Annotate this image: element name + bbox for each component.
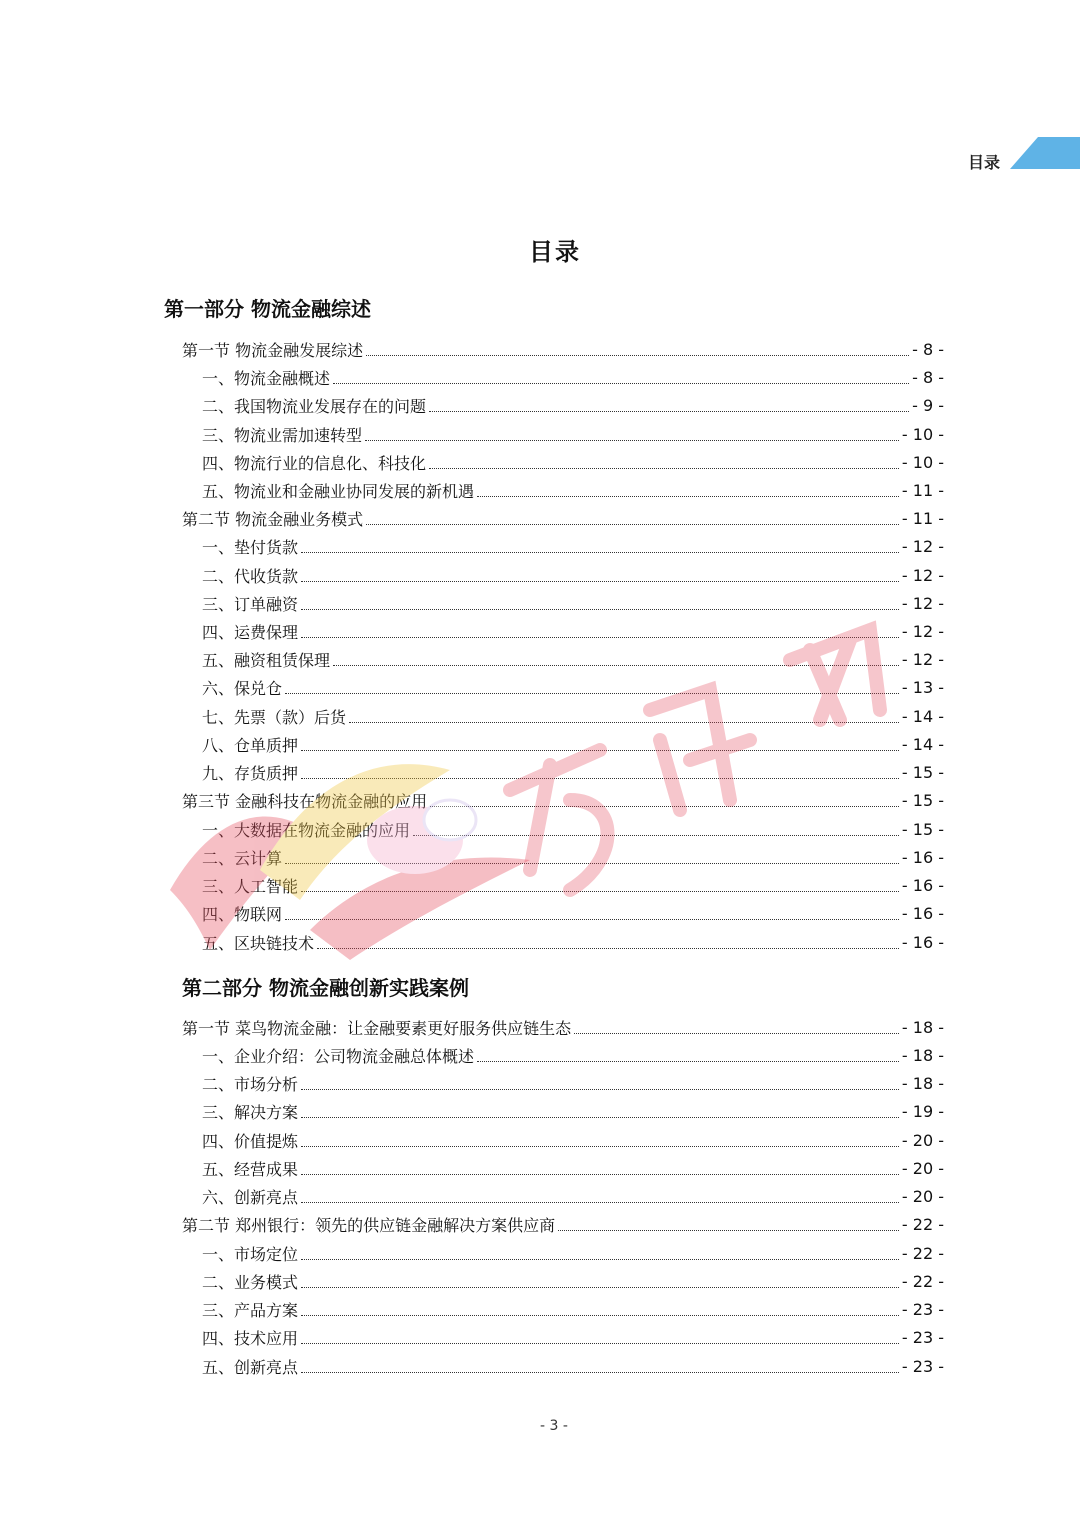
toc-entry-label: 二、业务模式 bbox=[202, 1272, 299, 1292]
toc-entry[interactable] bbox=[202, 899, 944, 927]
toc-entry-label: 四、物联网 bbox=[202, 904, 283, 924]
toc-entry-page: - 15 - bbox=[901, 790, 944, 810]
toc-entry-page: - 22 - bbox=[901, 1243, 944, 1263]
toc-entry-label: 三、产品方案 bbox=[202, 1300, 299, 1320]
toc-entry-page: - 14 - bbox=[901, 706, 944, 726]
toc-entry[interactable] bbox=[182, 504, 944, 532]
toc-entry-page: - 9 - bbox=[912, 395, 944, 415]
part-title: 第二部分 物流金融创新实践案例 bbox=[182, 976, 469, 1000]
dot-leader bbox=[333, 665, 899, 666]
toc-entry[interactable] bbox=[202, 448, 944, 476]
dot-leader bbox=[366, 524, 899, 525]
toc-entry-label: 五、物流业和金融业协同发展的新机遇 bbox=[202, 481, 475, 501]
page-number: - 3 - bbox=[540, 1418, 568, 1434]
toc-entry-label: 六、保兑仓 bbox=[202, 678, 283, 698]
toc-entry[interactable] bbox=[202, 1323, 944, 1351]
toc-entry[interactable] bbox=[182, 1210, 944, 1238]
toc-entry-label: 五、经营成果 bbox=[202, 1159, 299, 1179]
toc-entry-label: 四、价值提炼 bbox=[202, 1131, 299, 1151]
dot-leader bbox=[413, 835, 899, 836]
toc-entry-label: 九、存货质押 bbox=[202, 763, 299, 783]
dot-leader bbox=[301, 891, 899, 892]
dot-leader bbox=[285, 693, 899, 694]
toc-entry-page: - 16 - bbox=[901, 903, 944, 923]
document-title: 目录 bbox=[529, 238, 581, 266]
toc-entry-label: 三、解决方案 bbox=[202, 1102, 299, 1122]
toc-entry-label: 第二节 物流金融业务模式 bbox=[182, 509, 364, 529]
toc-entry-page: - 11 - bbox=[901, 480, 944, 500]
toc-entry[interactable] bbox=[202, 673, 944, 701]
dot-leader bbox=[301, 1372, 899, 1373]
toc-entry-page: - 18 - bbox=[901, 1017, 944, 1037]
toc-entry-label: 一、垫付货款 bbox=[202, 537, 299, 557]
toc-entry-label: 五、创新亮点 bbox=[202, 1357, 299, 1377]
dot-leader bbox=[301, 750, 899, 751]
toc-entry-page: - 23 - bbox=[901, 1327, 944, 1347]
toc-entry-page: - 16 - bbox=[901, 847, 944, 867]
toc-entry-page: - 18 - bbox=[901, 1045, 944, 1065]
toc-entry[interactable] bbox=[202, 730, 944, 758]
dot-leader bbox=[301, 581, 899, 582]
toc-entry-page: - 15 - bbox=[901, 819, 944, 839]
toc-entry-page: - 22 - bbox=[901, 1214, 944, 1234]
dot-leader bbox=[574, 1033, 899, 1034]
toc-entry[interactable] bbox=[202, 1041, 944, 1069]
dot-leader bbox=[301, 1343, 899, 1344]
dot-leader bbox=[301, 552, 899, 553]
toc-entry[interactable] bbox=[202, 928, 944, 956]
header-label: 目录 bbox=[968, 153, 1001, 172]
toc-entry[interactable] bbox=[202, 1352, 944, 1380]
dot-leader bbox=[301, 1174, 899, 1175]
dot-leader bbox=[429, 411, 909, 412]
toc-entry[interactable] bbox=[202, 391, 944, 419]
toc-entry[interactable] bbox=[202, 843, 944, 871]
toc-entry[interactable] bbox=[202, 1069, 944, 1097]
toc-entry-label: 五、融资租赁保理 bbox=[202, 650, 331, 670]
dot-leader bbox=[301, 1259, 899, 1260]
toc-entry[interactable] bbox=[202, 1126, 944, 1154]
toc-entry-label: 二、代收货款 bbox=[202, 566, 299, 586]
dot-leader bbox=[301, 1315, 899, 1316]
toc-entry-label: 第二节 郑州银行：领先的供应链金融解决方案供应商 bbox=[182, 1215, 556, 1235]
toc-entry[interactable] bbox=[202, 561, 944, 589]
toc-entry-page: - 12 - bbox=[901, 621, 944, 641]
toc-entry-label: 六、创新亮点 bbox=[202, 1187, 299, 1207]
dot-leader bbox=[477, 496, 899, 497]
header-tab-shape bbox=[1010, 137, 1080, 169]
toc-entry-page: - 12 - bbox=[901, 593, 944, 613]
toc-entry-page: - 22 - bbox=[901, 1271, 944, 1291]
toc-entry-page: - 12 - bbox=[901, 649, 944, 669]
toc-entry-page: - 11 - bbox=[901, 508, 944, 528]
toc-entry-page: - 12 - bbox=[901, 565, 944, 585]
toc-entry-page: - 15 - bbox=[901, 762, 944, 782]
toc-entry[interactable] bbox=[202, 702, 944, 730]
dot-leader bbox=[301, 637, 899, 638]
toc-entry-label: 一、企业介绍：公司物流金融总体概述 bbox=[202, 1046, 475, 1066]
toc-entry-label: 三、人工智能 bbox=[202, 876, 299, 896]
dot-leader bbox=[365, 440, 899, 441]
toc-entry[interactable] bbox=[202, 476, 944, 504]
toc-entry-page: - 19 - bbox=[901, 1101, 944, 1121]
toc-entry-label: 二、我国物流业发展存在的问题 bbox=[202, 396, 427, 416]
part-title: 第一部分 物流金融综述 bbox=[164, 297, 371, 321]
dot-leader bbox=[366, 355, 909, 356]
toc-entry-label: 二、市场分析 bbox=[202, 1074, 299, 1094]
toc-entry-label: 一、市场定位 bbox=[202, 1244, 299, 1264]
toc-entry[interactable] bbox=[202, 758, 944, 786]
toc-entry-page: - 10 - bbox=[901, 424, 944, 444]
dot-leader bbox=[301, 609, 899, 610]
toc-entry-label: 第一节 菜鸟物流金融：让金融要素更好服务供应链生态 bbox=[182, 1018, 572, 1038]
toc-entry-page: - 10 - bbox=[901, 452, 944, 472]
dot-leader bbox=[301, 1287, 899, 1288]
toc-entry-label: 四、物流行业的信息化、科技化 bbox=[202, 453, 427, 473]
dot-leader bbox=[477, 1061, 899, 1062]
toc-entry-page: - 14 - bbox=[901, 734, 944, 754]
toc-entry-label: 一、物流金融概述 bbox=[202, 368, 331, 388]
toc-entry-label: 二、云计算 bbox=[202, 848, 283, 868]
toc-entry-page: - 8 - bbox=[912, 367, 944, 387]
toc-entry[interactable] bbox=[202, 1097, 944, 1125]
dot-leader bbox=[301, 1202, 899, 1203]
toc-entry-label: 第一节 物流金融发展综述 bbox=[182, 340, 364, 360]
toc-entry[interactable] bbox=[182, 1013, 944, 1041]
toc-entry[interactable] bbox=[202, 1154, 944, 1182]
toc-entry-label: 三、订单融资 bbox=[202, 594, 299, 614]
dot-leader bbox=[301, 1117, 899, 1118]
toc-entry-label: 四、运费保理 bbox=[202, 622, 299, 642]
toc-entry-page: - 16 - bbox=[901, 875, 944, 895]
dot-leader bbox=[317, 948, 899, 949]
dot-leader bbox=[349, 722, 899, 723]
toc-entry-page: - 13 - bbox=[901, 677, 944, 697]
toc-entry-label: 五、区块链技术 bbox=[202, 933, 315, 953]
toc-entry[interactable] bbox=[202, 617, 944, 645]
toc-entry-page: - 23 - bbox=[901, 1356, 944, 1376]
toc-entry[interactable] bbox=[182, 786, 944, 814]
toc-entry[interactable] bbox=[202, 1239, 944, 1267]
toc-entry-page: - 20 - bbox=[901, 1158, 944, 1178]
toc-entry-label: 三、物流业需加速转型 bbox=[202, 425, 363, 445]
dot-leader bbox=[301, 1089, 899, 1090]
toc-entry-page: - 18 - bbox=[901, 1073, 944, 1093]
dot-leader bbox=[285, 919, 899, 920]
toc-entry-page: - 12 - bbox=[901, 536, 944, 556]
toc-entry[interactable] bbox=[202, 1295, 944, 1323]
toc-entry[interactable] bbox=[182, 335, 944, 363]
toc-entry[interactable] bbox=[202, 871, 944, 899]
toc-entry[interactable] bbox=[202, 815, 944, 843]
toc-entry[interactable] bbox=[202, 532, 944, 560]
dot-leader bbox=[301, 778, 899, 779]
toc-entry[interactable] bbox=[202, 363, 944, 391]
toc-entry[interactable] bbox=[202, 1267, 944, 1295]
toc-entry-page: - 16 - bbox=[901, 932, 944, 952]
toc-entry-label: 八、仓单质押 bbox=[202, 735, 299, 755]
dot-leader bbox=[558, 1230, 899, 1231]
toc-entry[interactable] bbox=[202, 420, 944, 448]
dot-leader bbox=[301, 1146, 899, 1147]
toc-entry-page: - 20 - bbox=[901, 1130, 944, 1150]
toc-entry-label: 四、技术应用 bbox=[202, 1328, 299, 1348]
dot-leader bbox=[430, 806, 899, 807]
dot-leader bbox=[285, 863, 899, 864]
toc-entry[interactable] bbox=[202, 645, 944, 673]
toc-entry[interactable] bbox=[202, 589, 944, 617]
dot-leader bbox=[333, 383, 909, 384]
toc-entry-label: 一、大数据在物流金融的应用 bbox=[202, 820, 411, 840]
toc-entry[interactable] bbox=[202, 1182, 944, 1210]
dot-leader bbox=[429, 468, 899, 469]
toc-entry-label: 第三节 金融科技在物流金融的应用 bbox=[182, 791, 428, 811]
toc-entry-page: - 23 - bbox=[901, 1299, 944, 1319]
toc-entry-page: - 8 - bbox=[912, 339, 944, 359]
toc-entry-page: - 20 - bbox=[901, 1186, 944, 1206]
toc-entry-label: 七、先票（款）后货 bbox=[202, 707, 347, 727]
